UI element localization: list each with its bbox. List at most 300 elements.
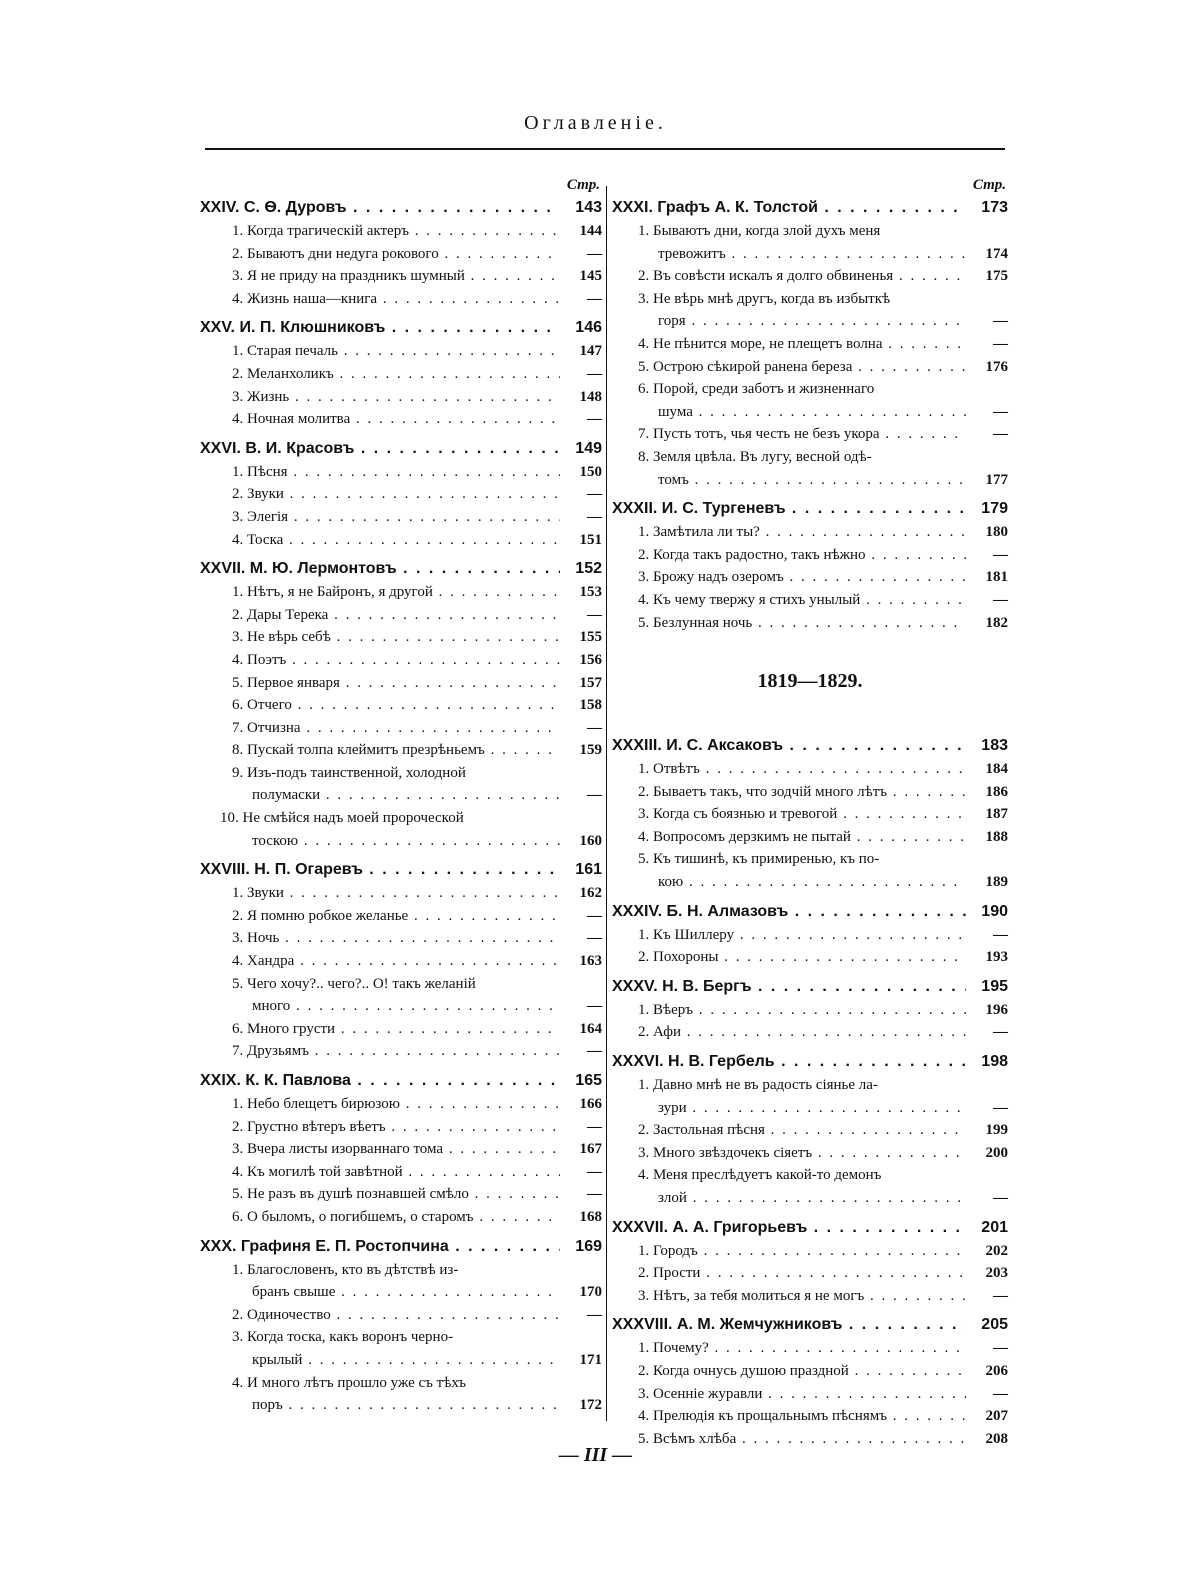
toc-entry-label: 2. Афи . . . (612, 1021, 966, 1044)
toc-poem-entry (612, 446, 1008, 469)
toc-entry-label: 1. Небо блещетъ бирюзою . . . (200, 1093, 560, 1116)
toc-entry-continuation (612, 871, 1008, 894)
toc-page-number: 161 (575, 861, 602, 879)
toc-poem-entry (612, 1337, 1008, 1360)
toc-poem-entry (200, 950, 602, 973)
toc-entry-label: 2. Когда очнусь душою праздной . . . (612, 1360, 966, 1383)
toc-poem-entry (612, 544, 1008, 567)
toc-poem-entry (200, 672, 602, 695)
toc-entry-label: 1. Вѣеръ . . . (612, 999, 966, 1022)
toc-poem-entry (612, 999, 1008, 1022)
toc-page-number: — (993, 426, 1008, 443)
toc-poem-entry (200, 1093, 602, 1116)
toc-entry-label: 2. Дары Терека . . . (200, 604, 560, 627)
toc-page-number: — (993, 1099, 1008, 1116)
toc-page-number: — (587, 290, 602, 307)
toc-author-entry (612, 196, 1008, 220)
toc-entry-label: 1. Нѣтъ, я не Байронъ, я другой . . . (200, 581, 560, 604)
toc-entry-label: 3. Не вѣрь мнѣ другъ, когда въ избыткѣ (638, 290, 891, 307)
toc-poem-entry (200, 581, 602, 604)
toc-page-number: — (993, 335, 1008, 352)
toc-entry-label: 6. Порой, среди заботъ и жизненнаго (638, 381, 875, 398)
toc-entry-continuation (612, 310, 1008, 333)
toc-page-number: 208 (985, 1430, 1008, 1447)
toc-page-number: 176 (985, 358, 1008, 375)
toc-entry-label: 1. Звуки . . . (200, 882, 560, 905)
toc-page-number: 201 (981, 1218, 1008, 1236)
toc-poem-entry (200, 1259, 602, 1282)
toc-entry-label: много . . . (200, 995, 560, 1018)
toc-page-number: 184 (985, 761, 1008, 778)
toc-entry-label: XXX. Графиня Е. П. Ростопчина . . . (200, 1235, 560, 1259)
toc-page-number: 164 (579, 1020, 602, 1037)
header-rule (205, 148, 1005, 150)
toc-entry-label: 5. Къ тишинѣ, къ примиренью, къ по- (638, 851, 880, 868)
toc-entry-label: 4. Къ чему твержу я стихъ унылый . . . (612, 589, 966, 612)
toc-poem-entry (612, 288, 1008, 311)
page-number: — III — (558, 1444, 633, 1466)
toc-entry-label: тоскою . . . (200, 830, 560, 853)
toc-poem-entry (612, 423, 1008, 446)
toc-entry-label: XXVII. М. Ю. Лермонтовъ . . . (200, 557, 560, 581)
toc-poem-entry (612, 589, 1008, 612)
toc-page-number: — (993, 1385, 1008, 1402)
toc-poem-entry (612, 1021, 1008, 1044)
toc-page-number: 156 (579, 651, 602, 668)
toc-page-number: 172 (579, 1397, 602, 1414)
toc-page-number: 177 (985, 471, 1008, 488)
toc-entry-label: 2. Грустно вѣтеръ вѣетъ . . . (200, 1116, 560, 1139)
toc-poem-entry (612, 1119, 1008, 1142)
toc-entry-label: 3. Элегія . . . (200, 506, 560, 529)
toc-page-number: — (587, 787, 602, 804)
toc-poem-entry (612, 1285, 1008, 1308)
toc-entry-label: 1. Отвѣтъ . . . (612, 758, 966, 781)
toc-page-number: 153 (579, 584, 602, 601)
toc-page-number: — (993, 403, 1008, 420)
toc-page-number: 181 (985, 569, 1008, 586)
toc-poem-entry (200, 288, 602, 311)
toc-poem-entry (200, 694, 602, 717)
toc-entry-label: XXIX. К. К. Павлова . . . (200, 1069, 560, 1093)
toc-page-number: 200 (985, 1144, 1008, 1161)
toc-page-number: 160 (579, 832, 602, 849)
toc-entry-label: XXV. И. П. Клюшниковъ . . . (200, 316, 560, 340)
toc-page-number: 159 (579, 742, 602, 759)
toc-page-number: 158 (579, 697, 602, 714)
toc-entry-label: XXIV. С. Ѳ. Дуровъ . . . (200, 196, 560, 220)
toc-page-number: — (587, 411, 602, 428)
toc-author-entry (200, 1235, 602, 1259)
toc-page-number: — (587, 1186, 602, 1203)
toc-entry-label: 5. Чего хочу?.. чего?.. О! такъ желаній (232, 975, 476, 992)
toc-author-entry (200, 437, 602, 461)
toc-entry-label: горя . . . (612, 310, 966, 333)
toc-entry-label: 5. Всѣмъ хлѣба . . . (612, 1428, 966, 1451)
toc-entry-label: 4. Хандра . . . (200, 950, 560, 973)
toc-poem-entry (200, 1116, 602, 1139)
toc-entry-label: 7. Друзьямъ . . . (200, 1040, 560, 1063)
toc-page-number: 174 (985, 245, 1008, 262)
toc-entry-label: 2. Бываютъ дни недуга рокового . . . (200, 243, 560, 266)
page-title: Оглавленіе. (524, 112, 667, 134)
toc-page-number: 195 (981, 977, 1008, 995)
toc-page-number: — (993, 926, 1008, 943)
toc-poem-entry (200, 265, 602, 288)
toc-poem-entry (200, 506, 602, 529)
toc-page-number: 193 (985, 949, 1008, 966)
toc-poem-entry (200, 220, 602, 243)
toc-page-number: 149 (575, 439, 602, 457)
toc-poem-entry (200, 762, 602, 785)
toc-entry-label: 2. Въ совѣсти искалъ я долго обвиненья . . . (612, 265, 966, 288)
toc-author-entry (200, 557, 602, 581)
toc-page-number: 162 (579, 885, 602, 902)
toc-poem-entry (200, 1206, 602, 1229)
toc-page-number: — (587, 998, 602, 1015)
toc-page-number: 207 (985, 1408, 1008, 1425)
toc-entry-continuation (200, 1394, 602, 1417)
toc-page-number: 168 (579, 1208, 602, 1225)
toc-entry-label: XXXV. Н. В. Бергъ . . . (612, 975, 966, 999)
toc-poem-entry (612, 1142, 1008, 1165)
toc-poem-entry (612, 521, 1008, 544)
toc-page-number: — (587, 1306, 602, 1323)
toc-poem-entry (612, 378, 1008, 401)
toc-poem-entry (612, 1405, 1008, 1428)
toc-entry-label: шума . . . (612, 401, 966, 424)
toc-page-number: 182 (985, 614, 1008, 631)
toc-page-number: — (587, 606, 602, 623)
toc-poem-entry (200, 1372, 602, 1395)
toc-page-number: 180 (985, 524, 1008, 541)
toc-poem-entry (200, 386, 602, 409)
toc-right-list-bottom (612, 734, 1008, 1450)
toc-entry-label: 2. Застольная пѣсня . . . (612, 1119, 966, 1142)
toc-page-number: 152 (575, 560, 602, 578)
toc-entry-label: 4. Прелюдія къ прощальнымъ пѣснямъ . . . (612, 1405, 966, 1428)
toc-page-number: 190 (981, 902, 1008, 920)
toc-page-number: — (587, 1043, 602, 1060)
toc-page-number: — (993, 1287, 1008, 1304)
toc-entry-label: 2. Когда такъ радостно, такъ нѣжно . . . (612, 544, 966, 567)
toc-page-number: 170 (579, 1284, 602, 1301)
toc-left-column (200, 174, 602, 1417)
toc-entry-label: 2. Прости . . . (612, 1262, 966, 1285)
toc-entry-label: 2. Похороны . . . (612, 946, 966, 969)
toc-poem-entry (612, 1360, 1008, 1383)
toc-entry-label: 5. Не разъ въ душѣ познавшей смѣло . . . (200, 1183, 560, 1206)
toc-page-number: — (587, 907, 602, 924)
toc-page-number: — (993, 1024, 1008, 1041)
toc-author-entry (200, 316, 602, 340)
toc-poem-entry (612, 946, 1008, 969)
toc-poem-entry (200, 1138, 602, 1161)
toc-page-number: — (587, 930, 602, 947)
toc-page-number: 167 (579, 1141, 602, 1158)
toc-entry-label: 4. Ночная молитва . . . (200, 408, 560, 431)
toc-page-number: 146 (575, 319, 602, 337)
toc-entry-label: 3. Нѣтъ, за тебя молиться я не могъ . . . (612, 1285, 966, 1308)
toc-author-entry (612, 1216, 1008, 1240)
toc-page-number: — (993, 313, 1008, 330)
toc-poem-entry (612, 220, 1008, 243)
toc-entry-continuation (200, 784, 602, 807)
toc-poem-entry (200, 649, 602, 672)
toc-entry-label: 10. Не смѣйся надъ моей пророческой (220, 810, 464, 827)
toc-page-number: 186 (985, 783, 1008, 800)
toc-right-column (612, 174, 1008, 1450)
toc-entry-label: 1. Замѣтила ли ты? . . . (612, 521, 966, 544)
toc-page-number: — (587, 508, 602, 525)
toc-poem-entry (200, 340, 602, 363)
toc-entry-label: XXXIV. Б. Н. Алмазовъ . . . (612, 900, 966, 924)
toc-page-number: 189 (985, 874, 1008, 891)
toc-entry-label: 3. Много звѣздочекъ сіяетъ . . . (612, 1142, 966, 1165)
toc-poem-entry (200, 1040, 602, 1063)
toc-page-number: 202 (985, 1242, 1008, 1259)
period-heading: 1819—1829. (757, 670, 863, 693)
toc-entry-label: 3. Я не приду на праздникъ шумный . . . (200, 265, 560, 288)
toc-page-number: — (587, 1163, 602, 1180)
toc-poem-entry (200, 882, 602, 905)
toc-entry-label: поръ . . . (200, 1394, 560, 1417)
toc-entry-continuation (612, 469, 1008, 492)
toc-entry-label: 1. Давно мнѣ не въ радость сіянье ла- (638, 1077, 878, 1094)
toc-poem-entry (612, 1164, 1008, 1187)
toc-page-number: 147 (579, 343, 602, 360)
toc-poem-entry (200, 1161, 602, 1184)
toc-poem-entry (200, 807, 602, 830)
toc-entry-continuation (200, 1349, 602, 1372)
toc-entry-label: 1. Когда трагическій актеръ . . . (200, 220, 560, 243)
toc-entry-label: 7. Отчизна . . . (200, 717, 560, 740)
toc-entry-label: 3. Когда съ боязнью и тревогой . . . (612, 803, 966, 826)
toc-entry-label: злой . . . (612, 1187, 966, 1210)
toc-entry-label: 8. Земля цвѣла. Въ лугу, весной одѣ- (638, 448, 872, 465)
toc-author-entry (612, 734, 1008, 758)
toc-entry-label: XXXIII. И. С. Аксаковъ . . . (612, 734, 966, 758)
toc-entry-label: XXXII. И. С. Тургеневъ . . . (612, 497, 966, 521)
toc-entry-label: 3. Осенніе журавли . . . (612, 1383, 966, 1406)
toc-page-number: — (993, 591, 1008, 608)
toc-poem-entry (200, 1326, 602, 1349)
toc-author-entry (200, 196, 602, 220)
toc-entry-label: 8. Пускай толпа клеймитъ презрѣньемъ . . . (200, 739, 560, 762)
toc-entry-label: 1. Старая печаль . . . (200, 340, 560, 363)
toc-entry-label: 1. Бываютъ дни, когда злой духъ меня (638, 223, 881, 239)
toc-poem-entry (200, 973, 602, 996)
toc-page-number: 169 (575, 1237, 602, 1255)
toc-poem-entry (200, 243, 602, 266)
toc-poem-entry (200, 483, 602, 506)
toc-page-number: 171 (579, 1351, 602, 1368)
toc-poem-entry (612, 265, 1008, 288)
toc-entry-label: 3. Не вѣрь себѣ . . . (200, 626, 560, 649)
toc-page-number: 145 (579, 268, 602, 285)
toc-entry-label: 1. Къ Шиллеру . . . (612, 924, 966, 947)
toc-entry-label: 2. Я помню робкое желанье . . . (200, 905, 560, 928)
toc-author-entry (612, 975, 1008, 999)
toc-poem-entry (612, 1240, 1008, 1263)
toc-entry-label: 5. Острою сѣкирой ранена береза . . . (612, 356, 966, 379)
toc-page-number: 166 (579, 1096, 602, 1112)
toc-entry-label: томъ . . . (612, 469, 966, 492)
toc-entry-continuation (200, 995, 602, 1018)
toc-poem-entry (200, 408, 602, 431)
toc-poem-entry (200, 717, 602, 740)
toc-entry-label: 2. Одиночество . . . (200, 1304, 560, 1327)
toc-entry-label: 1. Пѣсня . . . (200, 461, 560, 484)
toc-entry-label: 9. Изъ-подъ таинственной, холодной (232, 764, 466, 781)
toc-poem-entry (200, 1183, 602, 1206)
toc-entry-label: 3. Вчера листы изорваннаго тома . . . (200, 1138, 560, 1161)
toc-entry-label: 2. Бываетъ такъ, что зодчій много лѣтъ . . . (612, 781, 966, 804)
toc-page-number: 199 (985, 1122, 1008, 1139)
toc-entry-continuation (612, 1187, 1008, 1210)
toc-page-number: — (587, 486, 602, 503)
toc-poem-entry (200, 461, 602, 484)
toc-poem-entry (612, 758, 1008, 781)
toc-entry-label: 4. Жизнь наша—книга . . . (200, 288, 560, 311)
toc-poem-entry (200, 905, 602, 928)
toc-author-entry (612, 900, 1008, 924)
toc-poem-entry (200, 1304, 602, 1327)
toc-entry-label: 2. Меланхоликъ . . . (200, 363, 560, 386)
toc-page-number: 150 (579, 463, 602, 480)
toc-entry-label: 4. Поэтъ . . . (200, 649, 560, 672)
toc-entry-label: 3. Брожу надъ озеромъ . . . (612, 566, 966, 589)
toc-entry-label: XXVI. В. И. Красовъ . . . (200, 437, 560, 461)
toc-entry-label: XXXI. Графъ А. К. Толстой . . . (612, 196, 966, 220)
toc-poem-entry (200, 739, 602, 762)
toc-entry-label: XXVIII. Н. П. Огаревъ . . . (200, 858, 560, 882)
toc-page-number: 187 (985, 806, 1008, 823)
toc-page-number: — (587, 719, 602, 736)
toc-page-number: 198 (981, 1053, 1008, 1071)
toc-page-number: 148 (579, 388, 602, 405)
page-column-header: Стр. (972, 177, 1006, 193)
toc-entry-label: XXXVIII. А. М. Жемчужниковъ . . . (612, 1313, 966, 1337)
toc-entry-label: 4. Вопросомъ дерзкимъ не пытай . . . (612, 826, 966, 849)
toc-entry-label: 5. Первое января . . . (200, 672, 560, 695)
column-divider (606, 186, 607, 1421)
toc-entry-label: 6. О быломъ, о погибшемъ, о старомъ . . . (200, 1206, 560, 1229)
toc-poem-entry (612, 333, 1008, 356)
toc-left-list (200, 196, 602, 1417)
toc-entry-continuation (612, 401, 1008, 424)
toc-entry-label: 3. Ночь . . . (200, 927, 560, 950)
toc-poem-entry (612, 1383, 1008, 1406)
toc-entry-label: 4. Не пѣнится море, не плещетъ волна . . . (612, 333, 966, 356)
toc-entry-label: тревожитъ . . . (612, 243, 966, 266)
toc-entry-label: 6. Отчего . . . (200, 694, 560, 717)
toc-entry-label: зури . . . (612, 1097, 966, 1120)
toc-entry-label: 4. И много лѣтъ прошло уже съ тѣхъ (232, 1374, 467, 1391)
toc-entry-label: 4. Къ могилѣ той завѣтной . . . (200, 1161, 560, 1184)
toc-entry-label: кою . . . (612, 871, 966, 894)
toc-page-number: 165 (575, 1072, 602, 1089)
toc-poem-entry (612, 803, 1008, 826)
toc-poem-entry (200, 529, 602, 552)
toc-page-number: — (587, 1118, 602, 1135)
toc-poem-entry (612, 1074, 1008, 1097)
toc-page-number: — (587, 245, 602, 262)
toc-page-number: 144 (579, 223, 602, 239)
toc-entry-label: 5. Безлунная ночь . . . (612, 612, 966, 635)
toc-page-number: 206 (985, 1362, 1008, 1379)
toc-poem-entry (612, 1262, 1008, 1285)
toc-poem-entry (612, 924, 1008, 947)
toc-poem-entry (200, 626, 602, 649)
toc-page-number: — (993, 546, 1008, 563)
toc-page-number: 188 (985, 828, 1008, 845)
toc-entry-label: 6. Много грусти . . . (200, 1018, 560, 1041)
toc-page-number: — (993, 1340, 1008, 1357)
toc-author-entry (200, 1069, 602, 1093)
toc-page-number: — (587, 365, 602, 382)
toc-right-list-top (612, 196, 1008, 634)
toc-author-entry (200, 858, 602, 882)
toc-entry-continuation (612, 243, 1008, 266)
toc-entry-label: 3. Жизнь . . . (200, 386, 560, 409)
toc-author-entry (612, 1050, 1008, 1074)
toc-poem-entry (200, 363, 602, 386)
toc-poem-entry (200, 604, 602, 627)
toc-entry-label: 4. Меня преслѣдуетъ какой-то демонъ (638, 1167, 882, 1184)
toc-poem-entry (612, 566, 1008, 589)
toc-page-number: 179 (981, 500, 1008, 518)
toc-entry-label: крылый . . . (200, 1349, 560, 1372)
toc-entry-label: 3. Когда тоска, какъ воронъ черно- (232, 1329, 454, 1346)
toc-entry-continuation (612, 1097, 1008, 1120)
page-column-header: Стр. (566, 177, 600, 193)
toc-entry-label: 1. Благословенъ, кто въ дѣтствѣ из- (232, 1261, 459, 1278)
toc-entry-label: 1. Почему? . . . (612, 1337, 966, 1360)
toc-page-number: 143 (575, 199, 602, 216)
toc-page-number: 183 (981, 737, 1008, 755)
toc-poem-entry (200, 927, 602, 950)
toc-entry-label: бранъ свыше . . . (200, 1281, 560, 1304)
toc-poem-entry (612, 612, 1008, 635)
toc-entry-label: XXXVI. Н. В. Гербель . . . (612, 1050, 966, 1074)
toc-entry-continuation (200, 830, 602, 853)
toc-poem-entry (200, 1018, 602, 1041)
toc-poem-entry (612, 781, 1008, 804)
toc-entry-label: 4. Тоска . . . (200, 529, 560, 552)
toc-poem-entry (612, 826, 1008, 849)
toc-entry-continuation (200, 1281, 602, 1304)
toc-entry-label: полумаски . . . (200, 784, 560, 807)
toc-author-entry (612, 1313, 1008, 1337)
toc-entry-label: 7. Пусть тотъ, чья честь не безъ укора . . . (612, 423, 966, 446)
toc-entry-label: XXXVII. А. А. Григорьевъ . . . (612, 1216, 966, 1240)
toc-page-number: — (993, 1190, 1008, 1206)
toc-page-number: 163 (579, 953, 602, 970)
toc-page-number: 196 (985, 1001, 1008, 1018)
toc-entry-label: 2. Звуки . . . (200, 483, 560, 506)
toc-page-number: 157 (579, 674, 602, 691)
toc-page-number: 175 (985, 268, 1008, 285)
toc-page-number: 155 (579, 629, 602, 646)
toc-page-number: 151 (579, 531, 602, 548)
toc-poem-entry (612, 848, 1008, 871)
toc-entry-label: 1. Городъ . . . (612, 1240, 966, 1263)
toc-page-number: 203 (985, 1265, 1008, 1282)
toc-page-number: 205 (981, 1316, 1008, 1334)
toc-poem-entry (612, 356, 1008, 379)
toc-page-number: 173 (981, 199, 1008, 216)
